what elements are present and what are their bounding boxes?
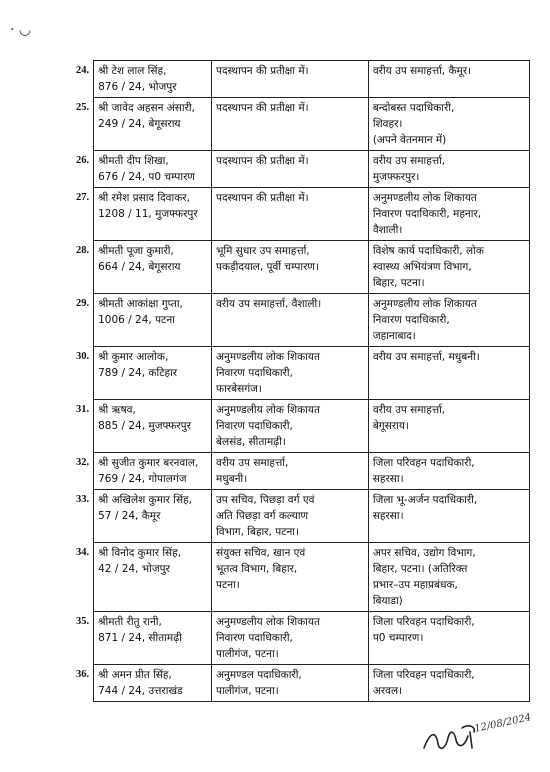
table-row bbox=[52, 151, 530, 188]
new-posting-cell bbox=[368, 612, 529, 665]
table-row bbox=[52, 98, 530, 151]
cell-line: अरवल। bbox=[372, 685, 403, 697]
serial-number: 25. bbox=[52, 98, 94, 151]
cell-line: 1006 / 24, पटना bbox=[98, 314, 175, 326]
serial-number: 28. bbox=[52, 241, 94, 294]
cell-line: अपर सचिव, उद्योग विभाग, bbox=[372, 547, 476, 559]
cell-line: पदस्थापन की प्रतीक्षा में। bbox=[216, 102, 309, 114]
officer-cell bbox=[94, 294, 212, 347]
new-posting-cell bbox=[368, 400, 529, 453]
cell-line: श्री ऋषव, bbox=[98, 404, 136, 416]
table-row bbox=[52, 543, 530, 612]
officer-cell bbox=[94, 612, 212, 665]
cell-line: जहानाबाद। bbox=[372, 330, 416, 342]
cell-line: 57 / 24, कैमूर bbox=[98, 510, 161, 522]
cell-line: फारबेसगंज। bbox=[216, 383, 262, 395]
cell-line: श्री कुमार आलोक, bbox=[98, 351, 169, 363]
cell-line: पालीगंज, पटना। bbox=[216, 685, 279, 697]
cell-line: वैशाली। bbox=[372, 224, 403, 236]
cell-line: वरीय उप समाहर्त्ता, bbox=[372, 404, 446, 416]
table-row bbox=[52, 665, 530, 702]
current-posting-cell bbox=[212, 151, 369, 188]
current-posting-cell bbox=[212, 98, 369, 151]
new-posting-cell bbox=[368, 453, 529, 490]
cell-line: बियाडा) bbox=[372, 595, 403, 607]
table-row bbox=[52, 188, 530, 241]
cell-line: (अपने वेतनमान में) bbox=[372, 134, 447, 146]
serial-number: 24. bbox=[52, 61, 94, 98]
cell-line: 789 / 24, कटिहार bbox=[98, 367, 178, 379]
cell-line: बेलसंड, सीतामढ़ी। bbox=[216, 436, 286, 448]
cell-line: जिला भू-अर्जन पदाधिकारी, bbox=[372, 494, 478, 506]
corner-scribble: · ◡ bbox=[10, 22, 32, 38]
serial-number: 31. bbox=[52, 400, 94, 453]
current-posting-cell bbox=[212, 543, 369, 612]
officer-cell bbox=[94, 98, 212, 151]
cell-line: पदस्थापन की प्रतीक्षा में। bbox=[216, 192, 309, 204]
cell-line: श्रीमती पूजा कुमारी, bbox=[98, 245, 174, 257]
new-posting-cell bbox=[368, 490, 529, 543]
officer-cell bbox=[94, 543, 212, 612]
serial-number: 36. bbox=[52, 665, 94, 702]
serial-number: 27. bbox=[52, 188, 94, 241]
cell-line: अनुमण्डलीय लोक शिकायत bbox=[216, 404, 320, 416]
new-posting-cell bbox=[368, 294, 529, 347]
cell-line: उप सचिव, पिछड़ा वर्ग एवं bbox=[216, 494, 315, 506]
current-posting-cell bbox=[212, 347, 369, 400]
current-posting-cell bbox=[212, 400, 369, 453]
cell-line: वरीय उप समाहर्त्ता, कैमूर। bbox=[372, 65, 472, 77]
cell-line: स्वास्थ्य अभियंत्रण विभाग, bbox=[372, 261, 472, 273]
officer-cell bbox=[94, 400, 212, 453]
cell-line: जिला परिवहन पदाधिकारी, bbox=[372, 669, 475, 681]
cell-line: वरीय उप समाहर्त्ता, bbox=[216, 457, 289, 469]
cell-line: पदस्थापन की प्रतीक्षा में। bbox=[216, 65, 309, 77]
new-posting-cell bbox=[368, 665, 529, 702]
officer-cell bbox=[94, 347, 212, 400]
new-posting-cell bbox=[368, 188, 529, 241]
cell-line: संयुक्त सचिव, खान एवं bbox=[216, 547, 306, 559]
serial-number: 33. bbox=[52, 490, 94, 543]
cell-line: श्री सुजीत कुमार बरनवाल, bbox=[98, 457, 199, 469]
cell-line: बिहार, पटना। bbox=[372, 277, 425, 289]
officer-cell bbox=[94, 61, 212, 98]
cell-line: सहरसा। bbox=[372, 473, 404, 485]
table-row bbox=[52, 453, 530, 490]
signature-date: 12/08/2024 bbox=[473, 712, 533, 735]
cell-line: श्रीमती रीतु रानी, bbox=[98, 616, 162, 628]
serial-number: 30. bbox=[52, 347, 94, 400]
cell-line: बेगूसराय। bbox=[372, 420, 409, 432]
new-posting-cell bbox=[368, 98, 529, 151]
cell-line: वरीय उप समाहर्त्ता, bbox=[372, 155, 446, 167]
table-row bbox=[52, 294, 530, 347]
officer-cell bbox=[94, 188, 212, 241]
officer-cell bbox=[94, 241, 212, 294]
cell-line: अनुमण्डल पदाधिकारी, bbox=[216, 669, 302, 681]
current-posting-cell bbox=[212, 612, 369, 665]
cell-line: 676 / 24, प0 चम्पारण bbox=[98, 171, 195, 183]
cell-line: श्रीमती दीप शिखा, bbox=[98, 155, 169, 167]
officer-cell bbox=[94, 453, 212, 490]
table-body bbox=[52, 61, 530, 702]
cell-line: श्री जावेद अहसन अंसारी, bbox=[98, 102, 195, 114]
cell-line: जिला परिवहन पदाधिकारी, bbox=[372, 616, 475, 628]
serial-number: 26. bbox=[52, 151, 94, 188]
cell-line: श्री विनोद कुमार सिंह, bbox=[98, 547, 182, 559]
cell-line: निवारण पदाधिकारी, bbox=[216, 420, 293, 432]
cell-line: अनुमण्डलीय लोक शिकायत bbox=[216, 351, 320, 363]
cell-line: निवारण पदाधिकारी, bbox=[372, 314, 450, 326]
serial-number: 29. bbox=[52, 294, 94, 347]
cell-line: अनुमण्डलीय लोक शिकायत bbox=[216, 616, 320, 628]
table-row bbox=[52, 347, 530, 400]
current-posting-cell bbox=[212, 294, 369, 347]
current-posting-cell bbox=[212, 665, 369, 702]
table-row bbox=[52, 400, 530, 453]
current-posting-cell bbox=[212, 241, 369, 294]
new-posting-cell bbox=[368, 151, 529, 188]
new-posting-cell bbox=[368, 61, 529, 98]
table-row bbox=[52, 612, 530, 665]
cell-line: पदस्थापन की प्रतीक्षा में। bbox=[216, 155, 309, 167]
cell-line: जिला परिवहन पदाधिकारी, bbox=[372, 457, 475, 469]
cell-line: बिहार, पटना। (अतिरिक्त bbox=[372, 563, 468, 575]
current-posting-cell bbox=[212, 188, 369, 241]
cell-line: निवारण पदाधिकारी, महनार, bbox=[372, 208, 482, 220]
cell-line: श्री रमेश प्रसाद दिवाकर, bbox=[98, 192, 190, 204]
cell-line: मधुबनी। bbox=[216, 473, 248, 485]
cell-line: विभाग, बिहार, पटना। bbox=[216, 526, 300, 538]
new-posting-cell bbox=[368, 241, 529, 294]
cell-line: विशेष कार्य पदाधिकारी, लोक bbox=[372, 245, 484, 257]
cell-line: श्री टेश लाल सिंह, bbox=[98, 65, 167, 77]
cell-line: 1208 / 11, मुजफ्फरपुर bbox=[98, 208, 198, 220]
cell-line: भूमि सुधार उप समाहर्त्ता, bbox=[216, 245, 310, 257]
cell-line: मुजफ्फरपुर। bbox=[372, 171, 420, 183]
cell-line: वरीय उप समाहर्त्ता, मधुबनी। bbox=[372, 351, 480, 363]
serial-number: 32. bbox=[52, 453, 94, 490]
cell-line: सहरसा। bbox=[372, 510, 404, 522]
cell-line: वरीय उप समाहर्त्ता, वैशाली। bbox=[216, 298, 322, 310]
cell-line: शिवहर। bbox=[372, 118, 403, 130]
cell-line: 42 / 24, भोजपुर bbox=[98, 563, 170, 575]
cell-line: प्रभार–उप महाप्रबंधक, bbox=[372, 579, 458, 591]
current-posting-cell bbox=[212, 490, 369, 543]
cell-line: बन्दोबस्त पदाधिकारी, bbox=[372, 102, 455, 114]
cell-line: 885 / 24, मुजफ्फरपुर bbox=[98, 420, 191, 432]
cell-line: प0 चम्पारण। bbox=[372, 632, 424, 644]
cell-line: पटना। bbox=[216, 579, 240, 591]
cell-line: श्री अमन प्रीत सिंह, bbox=[98, 669, 172, 681]
new-posting-cell bbox=[368, 347, 529, 400]
current-posting-cell bbox=[212, 453, 369, 490]
cell-line: 664 / 24, बेगूसराय bbox=[98, 261, 181, 273]
cell-line: 876 / 24, भोजपुर bbox=[98, 81, 177, 93]
cell-line: पालीगंज, पटना। bbox=[216, 648, 279, 660]
cell-line: अति पिछड़ा वर्ग कल्याण bbox=[216, 510, 309, 522]
transfer-table bbox=[52, 60, 530, 702]
new-posting-cell bbox=[368, 543, 529, 612]
officer-cell bbox=[94, 665, 212, 702]
table-row bbox=[52, 241, 530, 294]
current-posting-cell bbox=[212, 61, 369, 98]
cell-line: 871 / 24, सीतामढ़ी bbox=[98, 632, 182, 644]
serial-number: 34. bbox=[52, 543, 94, 612]
table-row bbox=[52, 61, 530, 98]
officer-cell bbox=[94, 490, 212, 543]
serial-number: 35. bbox=[52, 612, 94, 665]
cell-line: निवारण पदाधिकारी, bbox=[216, 367, 293, 379]
cell-line: अनुमण्डलीय लोक शिकायत bbox=[372, 192, 477, 204]
table-row bbox=[52, 490, 530, 543]
cell-line: 249 / 24, बेगूसराय bbox=[98, 118, 181, 130]
cell-line: भूतत्व विभाग, बिहार, bbox=[216, 563, 298, 575]
cell-line: निवारण पदाधिकारी, bbox=[216, 632, 293, 644]
cell-line: श्री अखिलेश कुमार सिंह, bbox=[98, 494, 192, 506]
cell-line: पकड़ीदयाल, पूर्वी चम्पारण। bbox=[216, 261, 319, 273]
cell-line: 744 / 24, उत्तराखंड bbox=[98, 685, 183, 697]
officer-cell bbox=[94, 151, 212, 188]
cell-line: अनुमण्डलीय लोक शिकायत bbox=[372, 298, 477, 310]
cell-line: श्रीमती आकांक्षा गुप्ता, bbox=[98, 298, 183, 310]
cell-line: 769 / 24, गोपालगंज bbox=[98, 473, 187, 485]
